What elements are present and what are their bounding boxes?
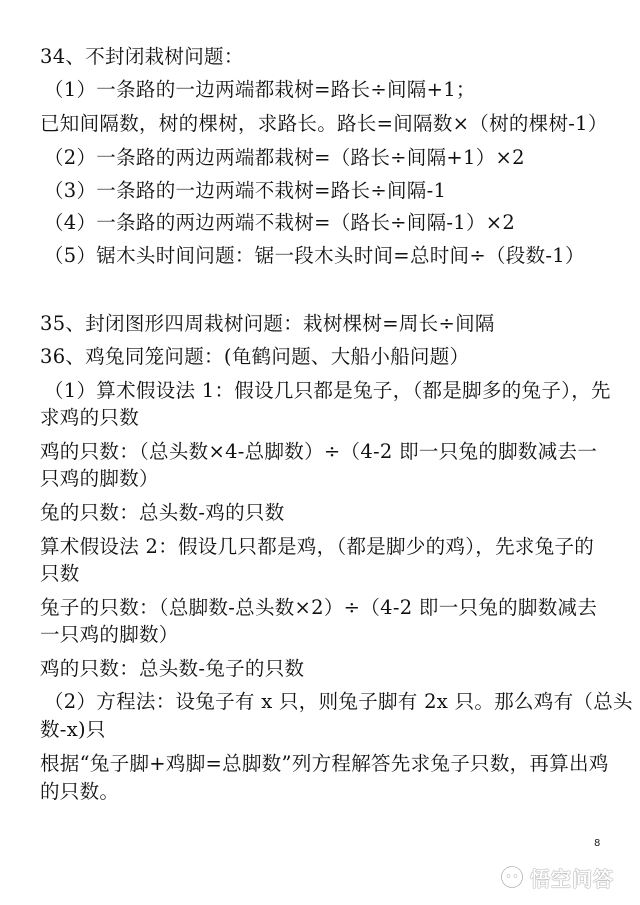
chicken-count-formula-1: 鸡的只数：（总头数×4-总脚数）÷（4-2 即一只兔的脚数减去一: [40, 440, 598, 463]
heading-36: 36、鸡兔同笼问题：(龟鹤问题、大船小船问题）: [40, 345, 470, 368]
rule-34-1: （1）一条路的一边两端都栽树=路长÷间隔+1；: [44, 78, 476, 101]
page-number: 8: [594, 838, 601, 849]
method-1-line-1: （1）算术假设法 1：假设几只都是兔子，（都是脚多的兔子），先: [44, 379, 611, 402]
equation-method-line-2: 数-x)只: [40, 718, 106, 741]
equation-method-line-1: （2）方程法：设兔子有 x 只，则兔子脚有 2x 只。那么鸡有（总头: [44, 690, 633, 713]
heading-34: 34、不封闭栽树问题：: [40, 45, 244, 68]
watermark-text: 悟空问答: [530, 866, 614, 891]
rule-34-1-inverse: 已知间隔数，树的棵树，求路长。路长=间隔数×（树的棵树-1）: [40, 112, 608, 135]
chicken-count-formula-1-cont: 只鸡的脚数）: [40, 467, 159, 490]
rule-34-2: （2）一条路的两边两端都栽树=（路长÷间隔+1）×2: [44, 146, 525, 169]
equation-method-line-3: 根据“兔子脚+鸡脚=总脚数”列方程解答先求兔子只数，再算出鸡: [40, 752, 609, 775]
watermark: [500, 862, 614, 892]
method-2-line-2: 只数: [40, 562, 80, 585]
heading-35: 35、封闭图形四周栽树问题：栽树棵树=周长÷间隔: [40, 312, 495, 335]
chicken-count-formula-2: 鸡的只数：总头数-兔子的只数: [40, 657, 305, 680]
rule-34-4: （4）一条路的两边两端不栽树=（路长÷间隔-1）×2: [44, 211, 516, 234]
rabbit-count-formula-2-cont: 一只鸡的脚数）: [40, 623, 179, 646]
method-1-line-2: 求鸡的只数: [40, 406, 140, 429]
rabbit-count-formula-1: 兔的只数：总头数-鸡的只数: [40, 501, 285, 524]
rabbit-count-formula-2: 兔子的只数：（总脚数-总头数×2）÷（4-2 即一只兔的脚数减去: [40, 596, 598, 619]
wukong-logo-icon: [500, 865, 524, 889]
rule-34-3: （3）一条路的一边两端不栽树=路长÷间隔-1: [44, 179, 447, 202]
equation-method-line-4: 的只数。: [40, 780, 120, 803]
rule-34-5: （5）锯木头时间问题：锯一段木头时间=总时间÷（段数-1）: [44, 244, 585, 267]
method-2-line-1: 算术假设法 2：假设几只都是鸡，（都是脚少的鸡），先求兔子的: [40, 535, 595, 558]
